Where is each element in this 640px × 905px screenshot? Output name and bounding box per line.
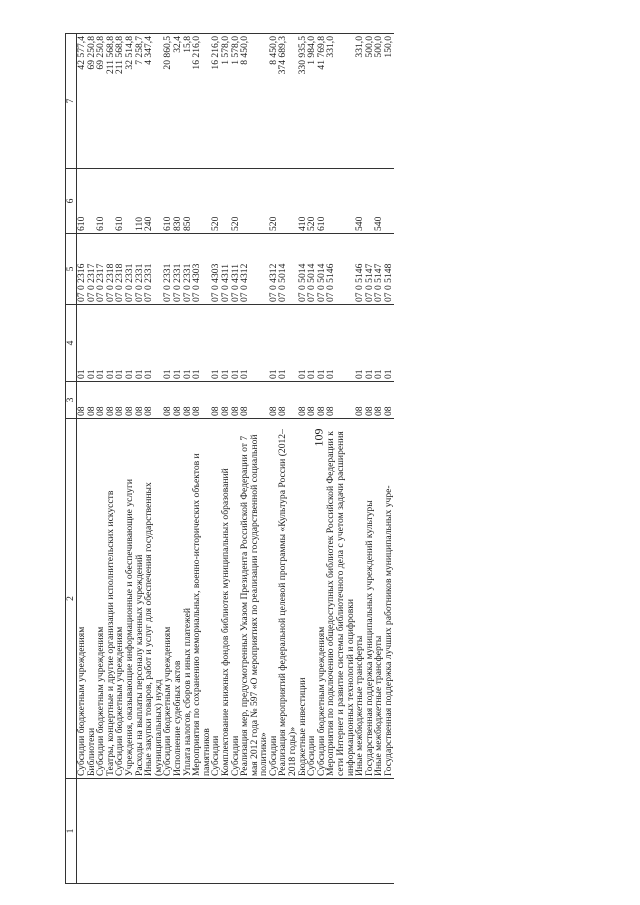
row-amount: 20 860,5 <box>163 34 173 169</box>
row-expense-type-code: 540 <box>374 169 384 234</box>
row-amount: 211 568,8 <box>106 34 116 169</box>
row-subsection-code: 01 <box>77 305 87 382</box>
row-expense-type-code: 830 <box>173 169 183 234</box>
row-subsection-code: 01 <box>278 305 297 382</box>
column-header-4: 4 <box>66 305 77 382</box>
row-target-item-code: 07 0 5146 <box>326 234 355 305</box>
table-row <box>144 34 163 884</box>
row-section-code: 08 <box>298 382 308 419</box>
row-empty-cell <box>144 779 163 884</box>
row-target-item-code: 07 0 2331 <box>163 234 173 305</box>
row-subsection-code: 01 <box>269 305 279 382</box>
row-description: Театры, концертные и другие организации исполнительских искусств <box>106 419 116 779</box>
row-section-code: 08 <box>231 382 241 419</box>
row-empty-cell <box>173 779 183 884</box>
row-section-code: 08 <box>192 382 211 419</box>
row-description: Субсидии <box>269 419 279 779</box>
row-section-code: 08 <box>183 382 193 419</box>
row-amount: 330 935,5 <box>298 34 308 169</box>
row-amount: 150,0 <box>384 34 394 169</box>
row-target-item-code: 07 0 5014 <box>317 234 327 305</box>
row-subsection-code: 01 <box>231 305 241 382</box>
row-target-item-code: 07 0 2317 <box>96 234 106 305</box>
row-subsection-code: 01 <box>115 305 125 382</box>
row-amount: 69 250,8 <box>87 34 97 169</box>
column-header-5: 5 <box>66 234 77 305</box>
row-description: Государственная поддержка лучших работников муниципальных учре- <box>384 419 394 779</box>
row-subsection-code: 01 <box>163 305 173 382</box>
row-amount: 41 769,8 <box>317 34 327 169</box>
row-description: Субсидии бюджетным учреждениям <box>77 419 87 779</box>
row-description: Иные межбюджетные трансферты <box>355 419 365 779</box>
row-empty-cell <box>298 779 308 884</box>
row-section-code: 08 <box>278 382 297 419</box>
row-description: Учреждения, оказывающие информационные и обеспечивающие услуги <box>125 419 135 779</box>
row-subsection-code: 01 <box>307 305 317 382</box>
row-expense-type-code <box>384 169 394 234</box>
row-amount: 42 577,4 <box>77 34 87 169</box>
row-expense-type-code: 520 <box>269 169 279 234</box>
row-description: Мероприятия по сохранению мемориальных, военно-исторических объектов и памятников <box>192 419 211 779</box>
row-target-item-code: 07 0 5014 <box>278 234 297 305</box>
row-amount: 16 216,0 <box>192 34 211 169</box>
row-expense-type-code: 520 <box>211 169 221 234</box>
row-section-code: 08 <box>317 382 327 419</box>
row-empty-cell <box>384 779 394 884</box>
row-empty-cell <box>278 779 297 884</box>
row-target-item-code: 07 0 4303 <box>192 234 211 305</box>
row-description: Государственная поддержка муниципальных учреждений культуры <box>365 419 375 779</box>
row-description: Субсидии <box>231 419 241 779</box>
row-description: Субсидии бюджетным учреждениям <box>317 419 327 779</box>
row-subsection-code: 01 <box>183 305 193 382</box>
row-empty-cell <box>135 779 145 884</box>
row-subsection-code: 01 <box>106 305 116 382</box>
row-empty-cell <box>355 779 365 884</box>
row-target-item-code: 07 0 2331 <box>144 234 163 305</box>
row-empty-cell <box>163 779 173 884</box>
row-empty-cell <box>77 779 87 884</box>
row-description: Иные закупки товаров, работ и услуг для обеспечения государственных (муниципальных) нужд <box>144 419 163 779</box>
row-target-item-code: 07 0 2331 <box>135 234 145 305</box>
row-amount: 1 578,0 <box>231 34 241 169</box>
column-header-2: 2 <box>66 419 77 779</box>
row-subsection-code: 01 <box>298 305 308 382</box>
row-subsection-code: 01 <box>374 305 384 382</box>
row-section-code: 08 <box>240 382 269 419</box>
row-target-item-code: 07 0 2316 <box>77 234 87 305</box>
row-empty-cell <box>365 779 375 884</box>
row-subsection-code: 01 <box>173 305 183 382</box>
row-section-code: 08 <box>384 382 394 419</box>
row-expense-type-code: 540 <box>355 169 365 234</box>
row-empty-cell <box>192 779 211 884</box>
row-description: Мероприятия по подключению общедоступных библиотек Российской Федерации к сети Интернет и развитие системы библиотечного дела с учетом задачи расширения информационных технологий и оцифровки <box>326 419 355 779</box>
row-amount: 32 514,8 <box>125 34 135 169</box>
row-expense-type-code: 610 <box>77 169 87 234</box>
row-subsection-code: 01 <box>355 305 365 382</box>
row-empty-cell <box>326 779 355 884</box>
row-subsection-code: 01 <box>365 305 375 382</box>
table-row <box>384 34 394 884</box>
column-header-7: 7 <box>66 34 77 169</box>
row-expense-type-code: 610 <box>317 169 327 234</box>
row-subsection-code: 01 <box>144 305 163 382</box>
row-expense-type-code: 610 <box>96 169 106 234</box>
row-empty-cell <box>307 779 317 884</box>
row-expense-type-code: 110 <box>135 169 145 234</box>
row-subsection-code: 01 <box>87 305 97 382</box>
row-expense-type-code: 520 <box>231 169 241 234</box>
row-amount: 4 347,4 <box>144 34 163 169</box>
row-target-item-code: 07 0 2317 <box>87 234 97 305</box>
row-section-code: 08 <box>365 382 375 419</box>
row-expense-type-code <box>240 169 269 234</box>
row-expense-type-code <box>192 169 211 234</box>
row-target-item-code: 07 0 2331 <box>173 234 183 305</box>
row-empty-cell <box>221 779 231 884</box>
row-section-code: 08 <box>374 382 384 419</box>
row-expense-type-code: 520 <box>307 169 317 234</box>
row-target-item-code: 07 0 5014 <box>307 234 317 305</box>
row-expense-type-code: 610 <box>115 169 125 234</box>
row-target-item-code: 07 0 4303 <box>211 234 221 305</box>
row-section-code: 08 <box>125 382 135 419</box>
row-subsection-code: 01 <box>240 305 269 382</box>
row-empty-cell <box>240 779 269 884</box>
row-amount: 8 450,0 <box>269 34 279 169</box>
row-empty-cell <box>125 779 135 884</box>
table-row <box>240 34 269 884</box>
row-description: Субсидии бюджетным учреждениям <box>163 419 173 779</box>
row-target-item-code: 07 0 5147 <box>365 234 375 305</box>
budget-table <box>65 33 394 884</box>
column-number-row <box>66 34 77 884</box>
row-subsection-code: 01 <box>221 305 231 382</box>
row-subsection-code: 01 <box>384 305 394 382</box>
row-empty-cell <box>96 779 106 884</box>
row-empty-cell <box>183 779 193 884</box>
row-description: Исполнение судебных актов <box>173 419 183 779</box>
row-section-code: 08 <box>96 382 106 419</box>
row-expense-type-code <box>326 169 355 234</box>
row-description: Иные межбюджетные трансферты <box>374 419 384 779</box>
row-subsection-code: 01 <box>317 305 327 382</box>
row-amount: 32,4 <box>173 34 183 169</box>
row-target-item-code: 07 0 4311 <box>221 234 231 305</box>
row-target-item-code: 07 0 2318 <box>115 234 125 305</box>
row-target-item-code: 07 0 2318 <box>106 234 116 305</box>
table-body <box>77 34 394 884</box>
table-row <box>326 34 355 884</box>
column-header-1: 1 <box>66 779 77 884</box>
row-empty-cell <box>211 779 221 884</box>
page-number: 109 <box>311 428 326 447</box>
row-description: Расходы на выплаты персоналу казенных учреждений <box>135 419 145 779</box>
row-description: Субсидии <box>307 419 317 779</box>
row-expense-type-code: 410 <box>298 169 308 234</box>
row-amount: 1 984,0 <box>307 34 317 169</box>
row-amount: 16 216,0 <box>211 34 221 169</box>
row-expense-type-code: 850 <box>183 169 193 234</box>
row-section-code: 08 <box>221 382 231 419</box>
row-section-code: 08 <box>144 382 163 419</box>
row-target-item-code: 07 0 4312 <box>269 234 279 305</box>
row-amount: 8 450,0 <box>240 34 269 169</box>
column-header-3: 3 <box>66 382 77 419</box>
row-description: Реализация мер, предусмотренных Указом Президента Российской Федерации от 7 мая 2012 года № 597 «О мероприятиях по реализации государственной социальной политики» <box>240 419 269 779</box>
row-subsection-code: 01 <box>135 305 145 382</box>
row-description: Уплата налогов, сборов и иных платежей <box>183 419 193 779</box>
row-section-code: 08 <box>106 382 116 419</box>
row-description: Субсидии бюджетным учреждениям <box>115 419 125 779</box>
row-amount: 374 689,3 <box>278 34 297 169</box>
row-description: Субсидии <box>211 419 221 779</box>
row-empty-cell <box>269 779 279 884</box>
row-empty-cell <box>106 779 116 884</box>
row-description: Библиотеки <box>87 419 97 779</box>
row-description: Бюджетные инвестиции <box>298 419 308 779</box>
row-section-code: 08 <box>211 382 221 419</box>
row-amount: 211 568,8 <box>115 34 125 169</box>
row-section-code: 08 <box>307 382 317 419</box>
row-amount: 500,0 <box>374 34 384 169</box>
budget-table-container <box>65 34 575 884</box>
row-subsection-code: 01 <box>211 305 221 382</box>
table-row <box>278 34 297 884</box>
row-section-code: 08 <box>326 382 355 419</box>
row-target-item-code: 07 0 2331 <box>125 234 135 305</box>
row-section-code: 08 <box>115 382 125 419</box>
row-description: Субсидии бюджетным учреждениям <box>96 419 106 779</box>
row-section-code: 08 <box>87 382 97 419</box>
row-target-item-code: 07 0 5148 <box>384 234 394 305</box>
row-section-code: 08 <box>77 382 87 419</box>
row-empty-cell <box>231 779 241 884</box>
row-amount: 15,8 <box>183 34 193 169</box>
row-amount: 331,0 <box>326 34 355 169</box>
row-amount: 331,0 <box>355 34 365 169</box>
row-target-item-code: 07 0 5014 <box>298 234 308 305</box>
row-empty-cell <box>374 779 384 884</box>
row-empty-cell <box>317 779 327 884</box>
row-target-item-code: 07 0 4311 <box>231 234 241 305</box>
row-subsection-code: 01 <box>96 305 106 382</box>
row-expense-type-code: 240 <box>144 169 163 234</box>
row-amount: 1 578,0 <box>221 34 231 169</box>
row-target-item-code: 07 0 5147 <box>374 234 384 305</box>
row-amount: 69 250,8 <box>96 34 106 169</box>
row-target-item-code: 07 0 5146 <box>355 234 365 305</box>
row-amount: 7 258,7 <box>135 34 145 169</box>
column-header-6: 6 <box>66 169 77 234</box>
row-section-code: 08 <box>163 382 173 419</box>
row-description: Реализация мероприятий федеральной целевой программы «Культура России (2012–2018 годы)» <box>278 419 297 779</box>
row-section-code: 08 <box>355 382 365 419</box>
row-expense-type-code: 610 <box>163 169 173 234</box>
row-section-code: 08 <box>135 382 145 419</box>
row-section-code: 08 <box>269 382 279 419</box>
row-target-item-code: 07 0 4312 <box>240 234 269 305</box>
row-amount: 500,0 <box>365 34 375 169</box>
row-description: Комплектование книжных фондов библиотек муниципальных образований <box>221 419 231 779</box>
row-empty-cell <box>115 779 125 884</box>
row-empty-cell <box>87 779 97 884</box>
table-row <box>192 34 211 884</box>
row-expense-type-code <box>278 169 297 234</box>
row-target-item-code: 07 0 2331 <box>183 234 193 305</box>
row-subsection-code: 01 <box>192 305 211 382</box>
row-subsection-code: 01 <box>125 305 135 382</box>
row-section-code: 08 <box>173 382 183 419</box>
row-subsection-code: 01 <box>326 305 355 382</box>
